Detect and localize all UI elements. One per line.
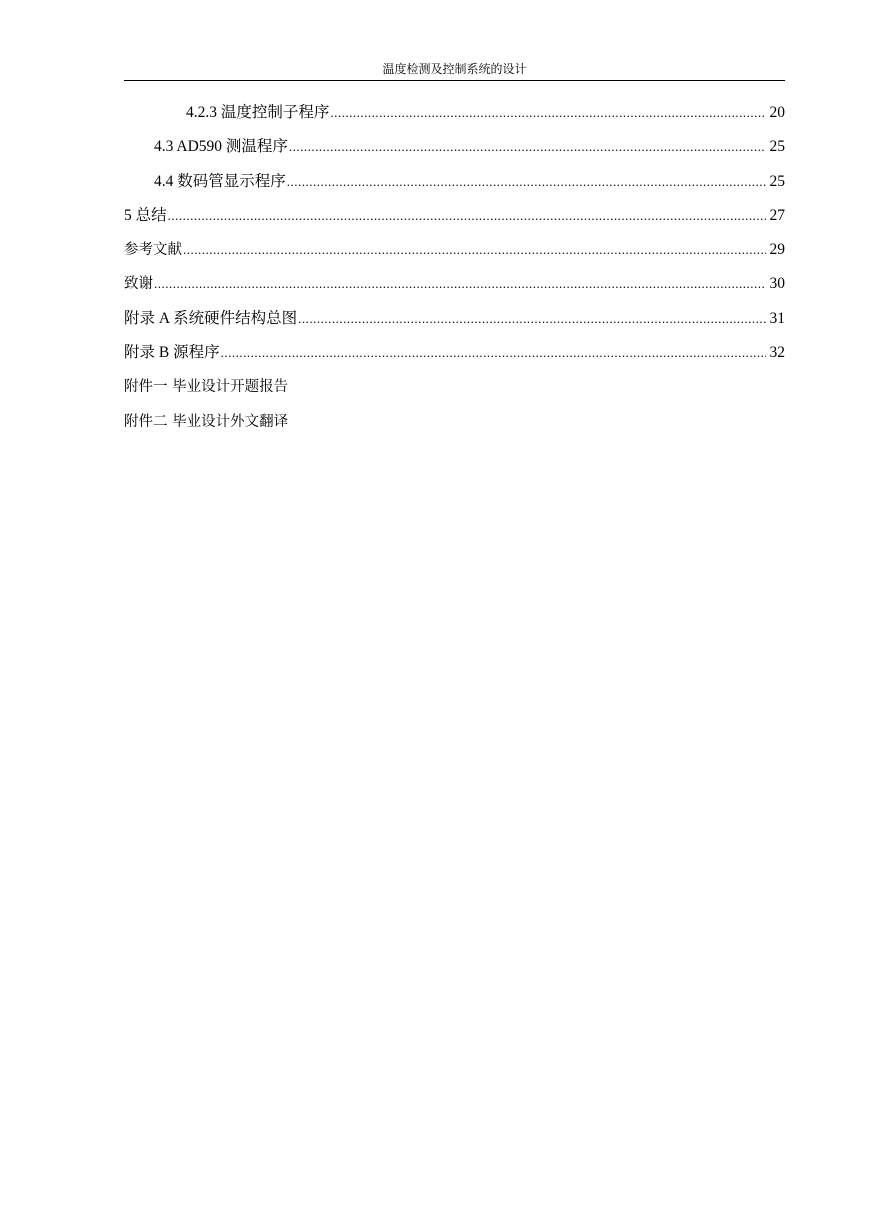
toc-dot-leader — [287, 172, 766, 192]
toc-entry-label: 附件二 毕业设计外文翻译 — [124, 413, 289, 430]
toc-entry-label: 4.3 AD590 测温程序 — [154, 138, 288, 156]
toc-dot-leader — [289, 137, 766, 157]
toc-dot-leader — [183, 240, 766, 260]
toc-entry-label: 参考文献 — [124, 242, 182, 259]
toc-entry-label: 附录 B 源程序 — [124, 344, 220, 362]
toc-entry[interactable] — [124, 240, 785, 274]
toc-entry[interactable] — [124, 206, 785, 240]
toc-entry[interactable] — [124, 103, 785, 137]
toc-entry-page: 29 — [769, 241, 785, 259]
toc-entry-label: 4.2.3 温度控制子程序 — [186, 104, 330, 121]
toc-entry-page: 30 — [769, 275, 785, 293]
running-header-title: 温度检测及控制系统的设计 — [382, 62, 527, 76]
toc-dot-leader — [298, 309, 766, 329]
table-of-contents — [124, 103, 785, 446]
toc-entry-page: 31 — [769, 309, 785, 327]
toc-dot-leader — [221, 343, 766, 363]
toc-entry-page: 20 — [769, 104, 785, 121]
header-rule — [124, 80, 785, 81]
toc-entry-label: 4.4 数码管显示程序 — [154, 172, 286, 190]
toc-entry-page: 32 — [769, 344, 785, 362]
toc-entry[interactable] — [124, 137, 785, 171]
toc-entry-page: 25 — [769, 172, 785, 190]
toc-entry-label: 5 总结 — [124, 206, 167, 224]
toc-dot-leader — [168, 206, 766, 226]
toc-entry[interactable] — [124, 412, 785, 446]
toc-entry-page: 25 — [769, 138, 785, 156]
toc-dot-leader — [330, 103, 766, 123]
toc-entry[interactable] — [124, 377, 785, 411]
toc-entry[interactable] — [124, 309, 785, 343]
toc-entry-label: 附件一 毕业设计开题报告 — [124, 379, 289, 396]
toc-entry-page: 27 — [769, 206, 785, 224]
toc-entry-label: 附录 A 系统硬件结构总图 — [124, 309, 298, 327]
toc-entry[interactable] — [124, 172, 785, 206]
toc-entry-label: 致谢 — [124, 276, 153, 293]
toc-entry[interactable] — [124, 343, 785, 377]
toc-entry[interactable] — [124, 274, 785, 308]
toc-dot-leader — [154, 274, 766, 294]
